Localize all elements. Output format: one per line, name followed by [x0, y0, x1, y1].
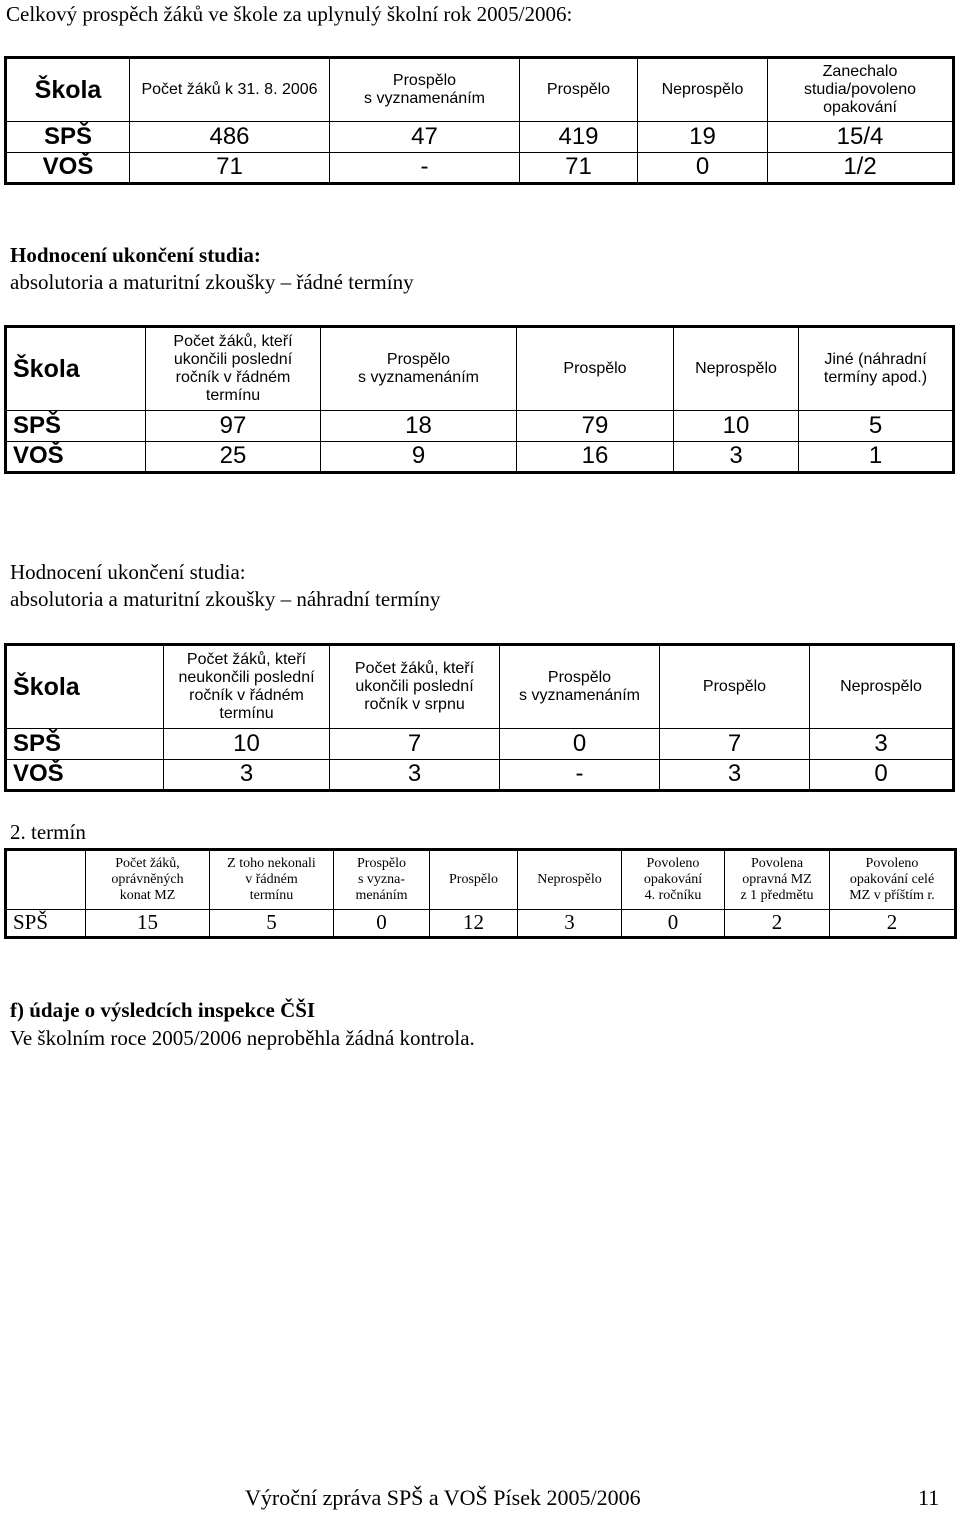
table-cell: 0	[334, 910, 430, 938]
section-subheading: absolutoria a maturitní zkoušky – řádné termíny	[10, 270, 414, 294]
table-row	[6, 411, 954, 442]
footer-text: Výroční zpráva SPŠ a VOŠ Písek 2005/2006	[245, 1485, 641, 1510]
school-cell: VOŠ	[6, 760, 164, 791]
header-cell: Povoleno opakování 4. ročníku	[622, 850, 725, 910]
table-cell: 12	[430, 910, 518, 938]
page-number: 11	[918, 1485, 940, 1510]
table-header-row	[6, 645, 954, 729]
table-cell: 3	[674, 442, 799, 473]
header-cell: Prospělo s vyznamenáním	[330, 58, 520, 122]
header-cell: Počet žáků, kteří neukončili poslední ročník v řádném termínu	[164, 645, 330, 729]
table-cell: 71	[520, 153, 638, 184]
school-cell: VOŠ	[6, 153, 130, 184]
section-subheading: absolutoria a maturitní zkoušky – náhradní termíny	[10, 587, 441, 611]
table-cell: 7	[660, 729, 810, 760]
table-cell: 15/4	[768, 122, 954, 153]
header-cell: Škola	[6, 645, 164, 729]
term-label: 2. termín	[10, 820, 86, 844]
table-cell: 486	[130, 122, 330, 153]
table-cell: 19	[638, 122, 768, 153]
header-cell: Povoleno opakování celé MZ v příštím r.	[830, 850, 956, 910]
section-heading: Hodnocení ukončení studia:	[10, 243, 261, 267]
table-cell: 97	[146, 411, 321, 442]
header-cell: Prospělo	[660, 645, 810, 729]
table-cell: 71	[130, 153, 330, 184]
inspection-text: Ve školním roce 2005/2006 neproběhla žádná kontrola.	[10, 1026, 475, 1050]
table-cell: 0	[500, 729, 660, 760]
school-cell: SPŠ	[6, 122, 130, 153]
section-heading: Hodnocení ukončení studia:	[10, 560, 246, 584]
header-cell: Zanechalo studia/povoleno opakování	[768, 58, 954, 122]
table-cell: 3	[518, 910, 622, 938]
school-cell: SPŠ	[6, 411, 146, 442]
substitute-terms-table	[4, 643, 955, 792]
table-header-row	[6, 327, 954, 411]
table-cell: 10	[164, 729, 330, 760]
table-cell: 0	[622, 910, 725, 938]
header-cell: Počet žáků, kteří ukončili poslední ročník v srpnu	[330, 645, 500, 729]
table-header-row	[6, 58, 954, 122]
table-cell: 79	[517, 411, 674, 442]
header-cell: Jiné (náhradní termíny apod.)	[799, 327, 954, 411]
table-cell: 5	[210, 910, 334, 938]
header-cell: Počet žáků k 31. 8. 2006	[130, 58, 330, 122]
second-term-table	[4, 848, 957, 939]
header-cell: Škola	[6, 327, 146, 411]
header-cell: Z toho nekonali v řádném termínu	[210, 850, 334, 910]
table-cell: 47	[330, 122, 520, 153]
school-cell: SPŠ	[6, 910, 86, 938]
table-cell: 3	[660, 760, 810, 791]
table-cell: 5	[799, 411, 954, 442]
table-cell: 3	[810, 729, 954, 760]
header-cell: Povolena opravná MZ z 1 předmětu	[725, 850, 830, 910]
header-cell: Prospělo s vyznamenáním	[321, 327, 517, 411]
header-cell: Neprospělo	[638, 58, 768, 122]
table-cell: 1/2	[768, 153, 954, 184]
header-cell: Prospělo	[430, 850, 518, 910]
table-row	[6, 910, 956, 938]
table-cell: 0	[638, 153, 768, 184]
page-title: Celkový prospěch žáků ve škole za uplynulý školní rok 2005/2006:	[6, 2, 573, 26]
header-cell: Počet žáků, oprávněných konat MZ	[86, 850, 210, 910]
table-cell: 7	[330, 729, 500, 760]
table-row	[6, 760, 954, 791]
school-cell: VOŠ	[6, 442, 146, 473]
header-cell: Prospělo	[517, 327, 674, 411]
regular-terms-table	[4, 325, 955, 474]
table-cell: 10	[674, 411, 799, 442]
table-row	[6, 122, 954, 153]
table-header-row	[6, 850, 956, 910]
table-cell: 0	[810, 760, 954, 791]
table-row	[6, 442, 954, 473]
header-cell: Prospělo	[520, 58, 638, 122]
table-cell: 25	[146, 442, 321, 473]
inspection-heading: f) údaje o výsledcích inspekce ČŠI	[10, 998, 316, 1022]
table-row	[6, 729, 954, 760]
header-cell	[6, 850, 86, 910]
header-cell: Škola	[6, 58, 130, 122]
header-cell: Prospělo s vyzna- menáním	[334, 850, 430, 910]
table-cell: 2	[830, 910, 956, 938]
table-cell: 16	[517, 442, 674, 473]
table-cell: 419	[520, 122, 638, 153]
table-cell: 3	[330, 760, 500, 791]
table-cell: 15	[86, 910, 210, 938]
table-cell: 9	[321, 442, 517, 473]
table-cell: 2	[725, 910, 830, 938]
table-cell: 1	[799, 442, 954, 473]
header-cell: Neprospělo	[810, 645, 954, 729]
header-cell: Neprospělo	[674, 327, 799, 411]
table-cell: -	[500, 760, 660, 791]
header-cell: Neprospělo	[518, 850, 622, 910]
table-cell: 3	[164, 760, 330, 791]
header-cell: Počet žáků, kteří ukončili poslední ročník v řádném termínu	[146, 327, 321, 411]
overall-results-table	[4, 56, 955, 185]
table-cell: 18	[321, 411, 517, 442]
table-cell: -	[330, 153, 520, 184]
header-cell: Prospělo s vyznamenáním	[500, 645, 660, 729]
table-row	[6, 153, 954, 184]
school-cell: SPŠ	[6, 729, 164, 760]
